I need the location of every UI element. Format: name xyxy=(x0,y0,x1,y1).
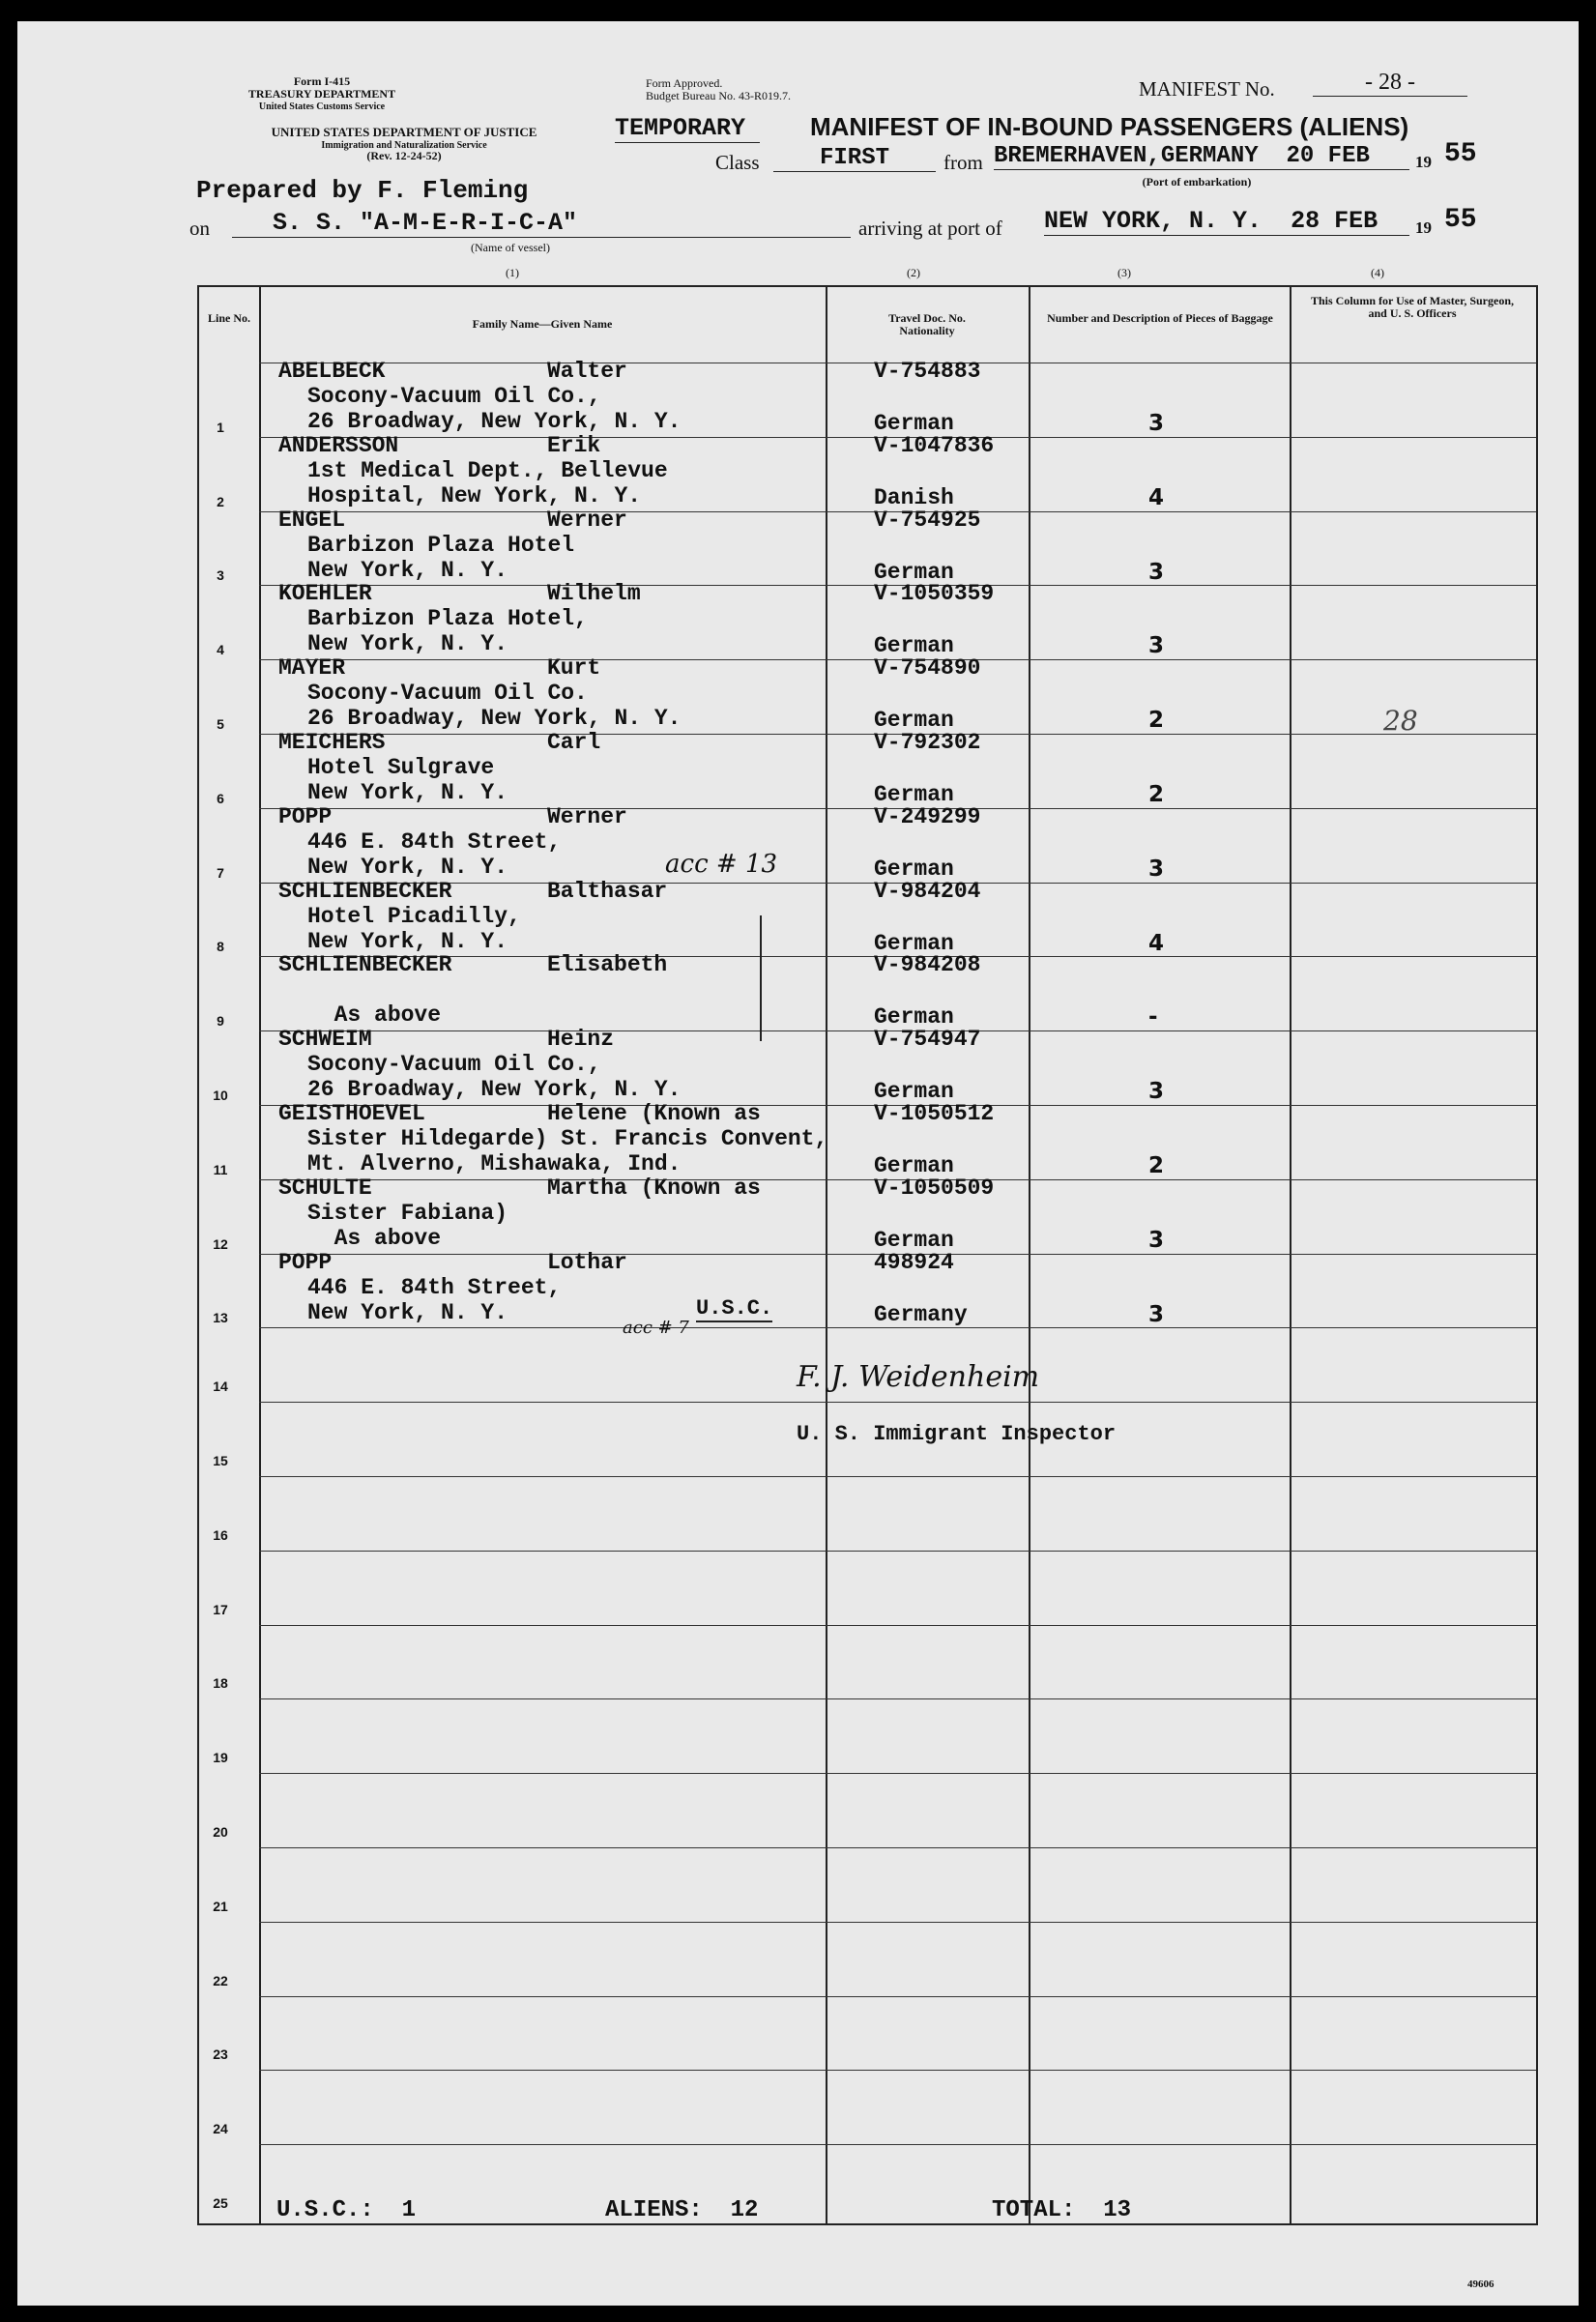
row-line xyxy=(259,1327,1536,1328)
travel-doc-no: V-984208 xyxy=(874,952,981,978)
travel-doc-no: V-792302 xyxy=(874,730,981,755)
baggage-count: 2 xyxy=(1148,708,1165,734)
embark-port xyxy=(994,143,1409,170)
row-number: 14 xyxy=(213,1379,228,1395)
row-number: 12 xyxy=(213,1235,228,1252)
line-no-header: Line No. xyxy=(207,311,250,325)
baggage-count: 3 xyxy=(1148,411,1165,436)
baggage-count: 3 xyxy=(1148,856,1165,882)
given-name: Heinz xyxy=(547,1027,615,1053)
nationality: German xyxy=(874,1079,954,1105)
address-line-1: 1st Medical Dept., Bellevue xyxy=(307,457,668,483)
address-line-2: 26 Broadway, New York, N. Y. xyxy=(307,706,682,732)
justice-dept: UNITED STATES DEPARTMENT OF JUSTICE xyxy=(271,125,537,139)
name-header: Family Name—Given Name xyxy=(472,317,613,331)
given-name: Helene (Known as xyxy=(547,1101,761,1126)
row-number: 22 xyxy=(213,1972,228,1988)
row-line xyxy=(259,1625,1536,1626)
family-name: POPP xyxy=(278,803,333,829)
travel-doc-no: V-754947 xyxy=(874,1027,981,1053)
manifest-title: MANIFEST OF IN-BOUND PASSENGERS (ALIENS) xyxy=(810,112,1409,141)
family-name: SCHLIENBECKER xyxy=(278,878,452,904)
annotation-acc-13: acc # 13 xyxy=(665,850,778,879)
nationality: German xyxy=(874,782,954,807)
form-approved: Form Approved. xyxy=(646,76,723,90)
nationality: German xyxy=(874,708,954,734)
arrival-year: 55 xyxy=(1444,205,1477,235)
family-name: ANDERSSON xyxy=(278,432,399,458)
address-line-1: Socony-Vacuum Oil Co., xyxy=(307,384,601,409)
col-divider xyxy=(1290,287,1291,2223)
officer-mark: 28 xyxy=(1383,705,1418,737)
travel-doc-no: V-754883 xyxy=(874,359,981,384)
year-prefix-2: 19 xyxy=(1415,218,1432,237)
class-label: Class xyxy=(715,151,760,174)
officers-header: This Column for Use of Master, Surgeon, and U. S. Officers xyxy=(1311,294,1515,320)
vessel-name: S. S. "A-M-E-R-I-C-A" xyxy=(232,209,851,238)
given-name: Martha (Known as xyxy=(547,1175,761,1201)
from-label: from xyxy=(943,151,983,174)
aliens-total-label: ALIENS: xyxy=(605,2197,703,2223)
baggage-count: 3 xyxy=(1148,633,1165,659)
row-number: 7 xyxy=(217,864,224,881)
class-value: FIRST xyxy=(773,145,936,172)
travel-doc-no: V-1050509 xyxy=(874,1175,995,1201)
family-name: MEICHERS xyxy=(278,730,386,755)
nationality: German xyxy=(874,633,954,659)
baggage-count: 4 xyxy=(1148,484,1165,510)
given-name: Balthasar xyxy=(547,878,668,904)
address-line-2: As above xyxy=(307,1225,442,1251)
col-4-number: (4) xyxy=(1371,266,1384,279)
address-line-2: New York, N. Y. xyxy=(307,854,508,880)
baggage-count: - xyxy=(1148,1004,1158,1030)
baggage-header: Number and Description of Pieces of Baggage xyxy=(1047,311,1273,325)
row-number: 25 xyxy=(213,2195,228,2211)
grand-total xyxy=(992,2197,1131,2223)
address-line-1: 446 E. 84th Street, xyxy=(307,828,562,855)
arrival-date: 28 FEB xyxy=(1291,207,1378,235)
address-line-2: New York, N. Y. xyxy=(307,1299,508,1325)
family-name: SCHULTE xyxy=(278,1175,372,1201)
row-line xyxy=(259,2144,1536,2145)
aliens-total xyxy=(605,2197,758,2223)
address-line-2: New York, N. Y. xyxy=(307,631,508,657)
address-line-2: New York, N. Y. xyxy=(307,780,508,805)
address-line-1: Sister Hildegarde) St. Francis Convent, xyxy=(307,1126,828,1151)
row-number: 19 xyxy=(213,1750,228,1766)
travel-doc-no: V-1050512 xyxy=(874,1101,995,1126)
form-number: Form I-415 xyxy=(293,74,351,88)
row-number: 2 xyxy=(217,493,224,509)
row-number: 24 xyxy=(213,2121,228,2137)
given-name: Wilhelm xyxy=(547,581,641,607)
address-line-1: Barbizon Plaza Hotel, xyxy=(307,606,588,632)
on-label: on xyxy=(189,217,210,240)
address-line-2: As above xyxy=(307,1002,442,1029)
family-name: MAYER xyxy=(278,655,346,682)
budget-bureau: Budget Bureau No. 43-R019.7. xyxy=(646,89,791,102)
row-number: 1 xyxy=(217,419,224,435)
embark-date: 20 FEB xyxy=(1286,143,1370,169)
travel-doc-no: V-754890 xyxy=(874,655,981,682)
travel-doc-no: V-1050359 xyxy=(874,581,995,607)
nationality-label: Nationality xyxy=(899,324,955,337)
nationality: German xyxy=(874,930,954,956)
usc-total-value: 1 xyxy=(401,2197,417,2223)
customs-service: United States Customs Service xyxy=(258,102,386,112)
address-line-2: Hospital, New York, N. Y. xyxy=(307,482,642,508)
family-name: SCHLIENBECKER xyxy=(278,952,452,978)
grand-total-value: 13 xyxy=(1103,2197,1132,2223)
row-number: 11 xyxy=(213,1161,228,1177)
usc-annotation: U.S.C. xyxy=(696,1296,773,1321)
address-line-1: Hotel Picadilly, xyxy=(307,903,521,929)
address-line-2: New York, N. Y. xyxy=(307,928,508,954)
row-number: 5 xyxy=(217,716,224,732)
row-number: 16 xyxy=(213,1526,228,1543)
row-number: 23 xyxy=(213,2046,228,2063)
col-divider xyxy=(259,287,261,2223)
row-number: 17 xyxy=(213,1601,228,1617)
usc-total-label: U.S.C.: xyxy=(276,2197,374,2223)
col-2-number: (2) xyxy=(907,266,920,279)
travel-doc-no: V-754925 xyxy=(874,507,981,533)
row-line xyxy=(259,1922,1536,1923)
address-line-1: Socony-Vacuum Oil Co. xyxy=(307,681,588,707)
family-name: ABELBECK xyxy=(278,359,386,384)
address-line-1: 446 E. 84th Street, xyxy=(307,1274,562,1300)
nationality: German xyxy=(874,1227,954,1253)
family-name: POPP xyxy=(278,1249,333,1275)
family-name: GEISTHOEVEL xyxy=(278,1101,425,1126)
manifest-no-label: MANIFEST No. xyxy=(1139,77,1275,101)
nationality: Danish xyxy=(874,484,954,510)
address-line-1: Sister Fabiana) xyxy=(307,1200,508,1226)
nationality: German xyxy=(874,411,954,436)
baggage-count: 3 xyxy=(1148,1227,1165,1253)
row-number: 18 xyxy=(213,1675,228,1692)
ins-service: Immigration and Naturalization Service xyxy=(321,140,487,151)
nationality: Germany xyxy=(874,1301,968,1327)
baggage-count: 4 xyxy=(1148,930,1165,956)
given-name: Werner xyxy=(547,507,627,533)
row-line xyxy=(259,1996,1536,1997)
given-name: Carl xyxy=(547,730,601,755)
family-name: KOEHLER xyxy=(278,581,372,607)
address-line-1: Socony-Vacuum Oil Co., xyxy=(307,1052,601,1078)
nationality: German xyxy=(874,1004,954,1030)
given-name: Erik xyxy=(547,432,601,458)
row-number: 3 xyxy=(217,567,224,584)
row-number: 10 xyxy=(213,1088,228,1103)
address-line-1: Hotel Sulgrave xyxy=(307,755,495,780)
row-number: 8 xyxy=(217,939,224,955)
manifest-page xyxy=(17,21,1579,2306)
row-line xyxy=(259,1402,1536,1403)
arrival-port-name: NEW YORK, N. Y. xyxy=(1044,207,1262,235)
row-line xyxy=(259,1847,1536,1848)
nationality: German xyxy=(874,559,954,585)
row-number: 21 xyxy=(213,1898,228,1914)
address-line-2: New York, N. Y. xyxy=(307,557,508,583)
form-footer-number: 49606 xyxy=(1467,2278,1494,2290)
arriving-label: arriving at port of xyxy=(858,217,1002,240)
manifest-no-value: - 28 - xyxy=(1313,70,1467,97)
inspector-signature: F. J. Weidenheim xyxy=(797,1360,1040,1394)
row-number: 13 xyxy=(213,1310,228,1326)
address-line-1: Barbizon Plaza Hotel xyxy=(307,532,575,558)
annotation-acc-7: acc # 7 xyxy=(623,1318,689,1338)
row-number: 20 xyxy=(213,1824,228,1840)
given-name: Lothar xyxy=(547,1249,627,1275)
address-line-2: 26 Broadway, New York, N. Y. xyxy=(307,1077,682,1103)
nationality: German xyxy=(874,1153,954,1178)
embark-port-name: BREMERHAVEN,GERMANY xyxy=(994,143,1259,169)
embark-year: 55 xyxy=(1444,139,1477,169)
row-line xyxy=(259,1476,1536,1477)
col-divider xyxy=(1029,287,1030,2223)
given-name: Werner xyxy=(547,803,627,829)
temporary-stamp: TEMPORARY xyxy=(615,114,760,143)
family-name: ENGEL xyxy=(278,507,346,533)
given-name: Walter xyxy=(547,359,627,384)
row-line xyxy=(259,1698,1536,1699)
row-number: 15 xyxy=(213,1453,228,1468)
given-name: Elisabeth xyxy=(547,952,668,978)
row-number: 4 xyxy=(217,642,224,658)
year-prefix: 19 xyxy=(1415,153,1432,171)
baggage-count: 2 xyxy=(1148,1153,1165,1178)
usc-total xyxy=(276,2197,416,2223)
col-1-number: (1) xyxy=(506,266,519,279)
family-name: SCHWEIM xyxy=(278,1027,372,1053)
travel-doc-no: V-984204 xyxy=(874,878,981,904)
col-3-number: (3) xyxy=(1117,266,1131,279)
baggage-count: 3 xyxy=(1148,559,1165,585)
row-number: 6 xyxy=(217,790,224,806)
travel-doc-no: V-249299 xyxy=(874,803,981,829)
grand-total-label: TOTAL: xyxy=(992,2197,1076,2223)
address-line-2: Mt. Alverno, Mishawaka, Ind. xyxy=(307,1151,682,1176)
baggage-count: 2 xyxy=(1148,782,1165,807)
treasury-dept: TREASURY DEPARTMENT xyxy=(247,87,396,101)
arrival-port xyxy=(1044,207,1409,236)
baggage-count: 3 xyxy=(1148,1079,1165,1105)
travel-doc-no: 498924 xyxy=(874,1249,954,1275)
row-line xyxy=(259,2070,1536,2071)
travel-doc-label: Travel Doc. No. xyxy=(888,311,966,325)
col-divider xyxy=(826,287,827,2223)
baggage-count: 3 xyxy=(1148,1301,1165,1327)
inspector-title: U. S. Immigrant Inspector xyxy=(797,1422,1117,1446)
revision-date: (Rev. 12-24-52) xyxy=(366,149,442,162)
nationality: German xyxy=(874,856,954,882)
bracket-mark xyxy=(760,915,762,1041)
prepared-by: Prepared by F. Fleming xyxy=(196,176,529,205)
travel-doc-no: V-1047836 xyxy=(874,432,995,458)
given-name: Kurt xyxy=(547,655,601,682)
travel-doc-header xyxy=(835,312,1019,337)
row-number: 9 xyxy=(217,1013,224,1030)
row-line xyxy=(259,1773,1536,1774)
manifest-table xyxy=(197,285,1538,2225)
row-line xyxy=(259,1551,1536,1552)
address-line-2: 26 Broadway, New York, N. Y. xyxy=(307,409,682,434)
port-embark-note: (Port of embarkation) xyxy=(1142,175,1252,189)
aliens-total-value: 12 xyxy=(730,2197,759,2223)
vessel-note: (Name of vessel) xyxy=(471,241,550,254)
